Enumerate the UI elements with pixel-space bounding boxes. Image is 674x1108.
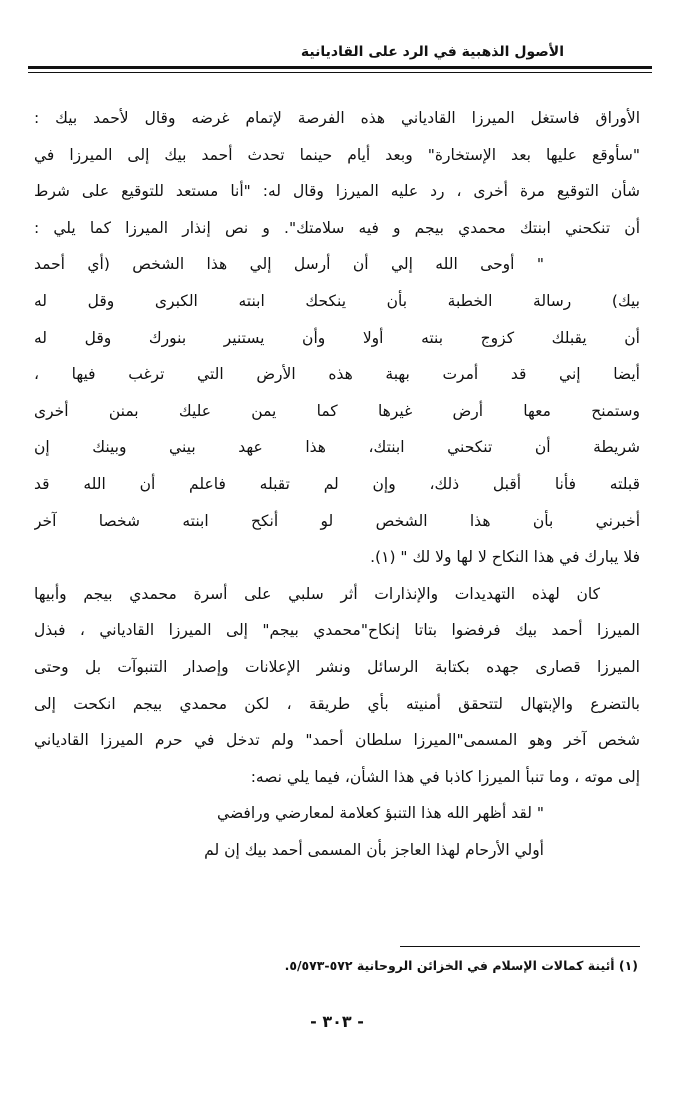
quote-line: " أوحى الله إلي أن أرسل إلي هذا الشخص (أي أحمد — [34, 255, 544, 274]
text-line: الميرزا أحمد بيك فرفضوا بتاتا إنكاح"محمدي بيجم" إلى الميرزا القادياني ، فبذل — [34, 621, 640, 640]
running-header-title: الأصول الذهبية في الرد على القاديانية — [300, 44, 564, 60]
quote-line: فلا يبارك في هذا النكاح لا لها ولا لك " (١). — [370, 548, 640, 567]
quote-line: أولي الأرحام لهذا العاجز بأن المسمى أحمد بيك إن لم — [204, 840, 544, 859]
text-line: شأن التوقيع مرة أخرى ، رد عليه الميرزا وقال له: "أنا مستعد للتوقيع على شرط — [34, 182, 640, 201]
text-line: إلى موته ، وما تنبأ الميرزا كاذبا في هذا الشأن، فيما يلي نصه: — [250, 767, 640, 786]
text-line: الميرزا قصارى جهده بكتابة الرسائل ونشر الإعلانات وإصدار التنبوآت بل وحتى — [34, 657, 640, 676]
quote-line: وستمنح معها أرض غيرها كما يمن عليك بمنن أخرى — [34, 401, 640, 420]
page-number: - ٣٠٣ - — [310, 1012, 364, 1031]
quote-line: قبلته فأنا أقبل ذلك، وإن لم تقبله فاعلم أن الله قد — [34, 474, 640, 493]
text-line: كان لهذه التهديدات والإنذارات أثر سلبي على أسرة محمدي بيجم وأبيها — [34, 584, 600, 603]
quote-line: أخبرني بأن هذا الشخص لو أنكح ابنته شخصا آخر — [34, 511, 640, 530]
quote-line: " لقد أظهر الله هذا التنبؤ كعلامة لمعارضي ورافضي — [217, 804, 544, 823]
text-line: الأوراق فاستغل الميرزا القادياني هذه الفرصة لإتمام غرضه وقال لأحمد بيك : — [34, 109, 640, 127]
body-text — [34, 100, 640, 868]
header-rule-thick — [28, 66, 652, 69]
text-line: شخص آخر وهو المسمى"الميرزا سلطان أحمد" ولم تدخل في حرم الميرزا القادياني — [34, 731, 640, 750]
quote-line: بيك) رسالة الخطبة بأن ينكحك ابنته الكبرى وقل له — [34, 291, 640, 310]
footnote-rule — [400, 946, 640, 947]
text-line: بالتضرع والإبتهال لتتحقق أمنيته بأي طريقة ، لكن محمدي بيجم انكحت إلى — [34, 694, 640, 713]
quote-line: أيضا إني قد أمرت بهبة هذه الأرض التي ترغب فيها ، — [34, 365, 640, 384]
text-line: أن تنكحني ابنتك محمدي بيجم و فيه سلامتك". و نص إنذار الميرزا كما يلي : — [34, 218, 640, 237]
header-rule-thin — [28, 72, 652, 73]
footnote: (١) أئينة كمالات الإسلام في الخزائن الروحانية ٥٧٢-٥/٥٧٣. — [284, 958, 638, 973]
text-line: "سأوقع عليها بعد الإستخارة" وبعد أيام حينما تحدث أحمد بيك إلى الميرزا في — [34, 145, 640, 164]
quote-line: أن يقبلك كزوج بنته أولا وأن يستنير بنورك وقل له — [34, 328, 640, 347]
quote-line: شريطة أن تنكحني ابنتك، هذا عهد بيني وبينك إن — [34, 438, 640, 457]
